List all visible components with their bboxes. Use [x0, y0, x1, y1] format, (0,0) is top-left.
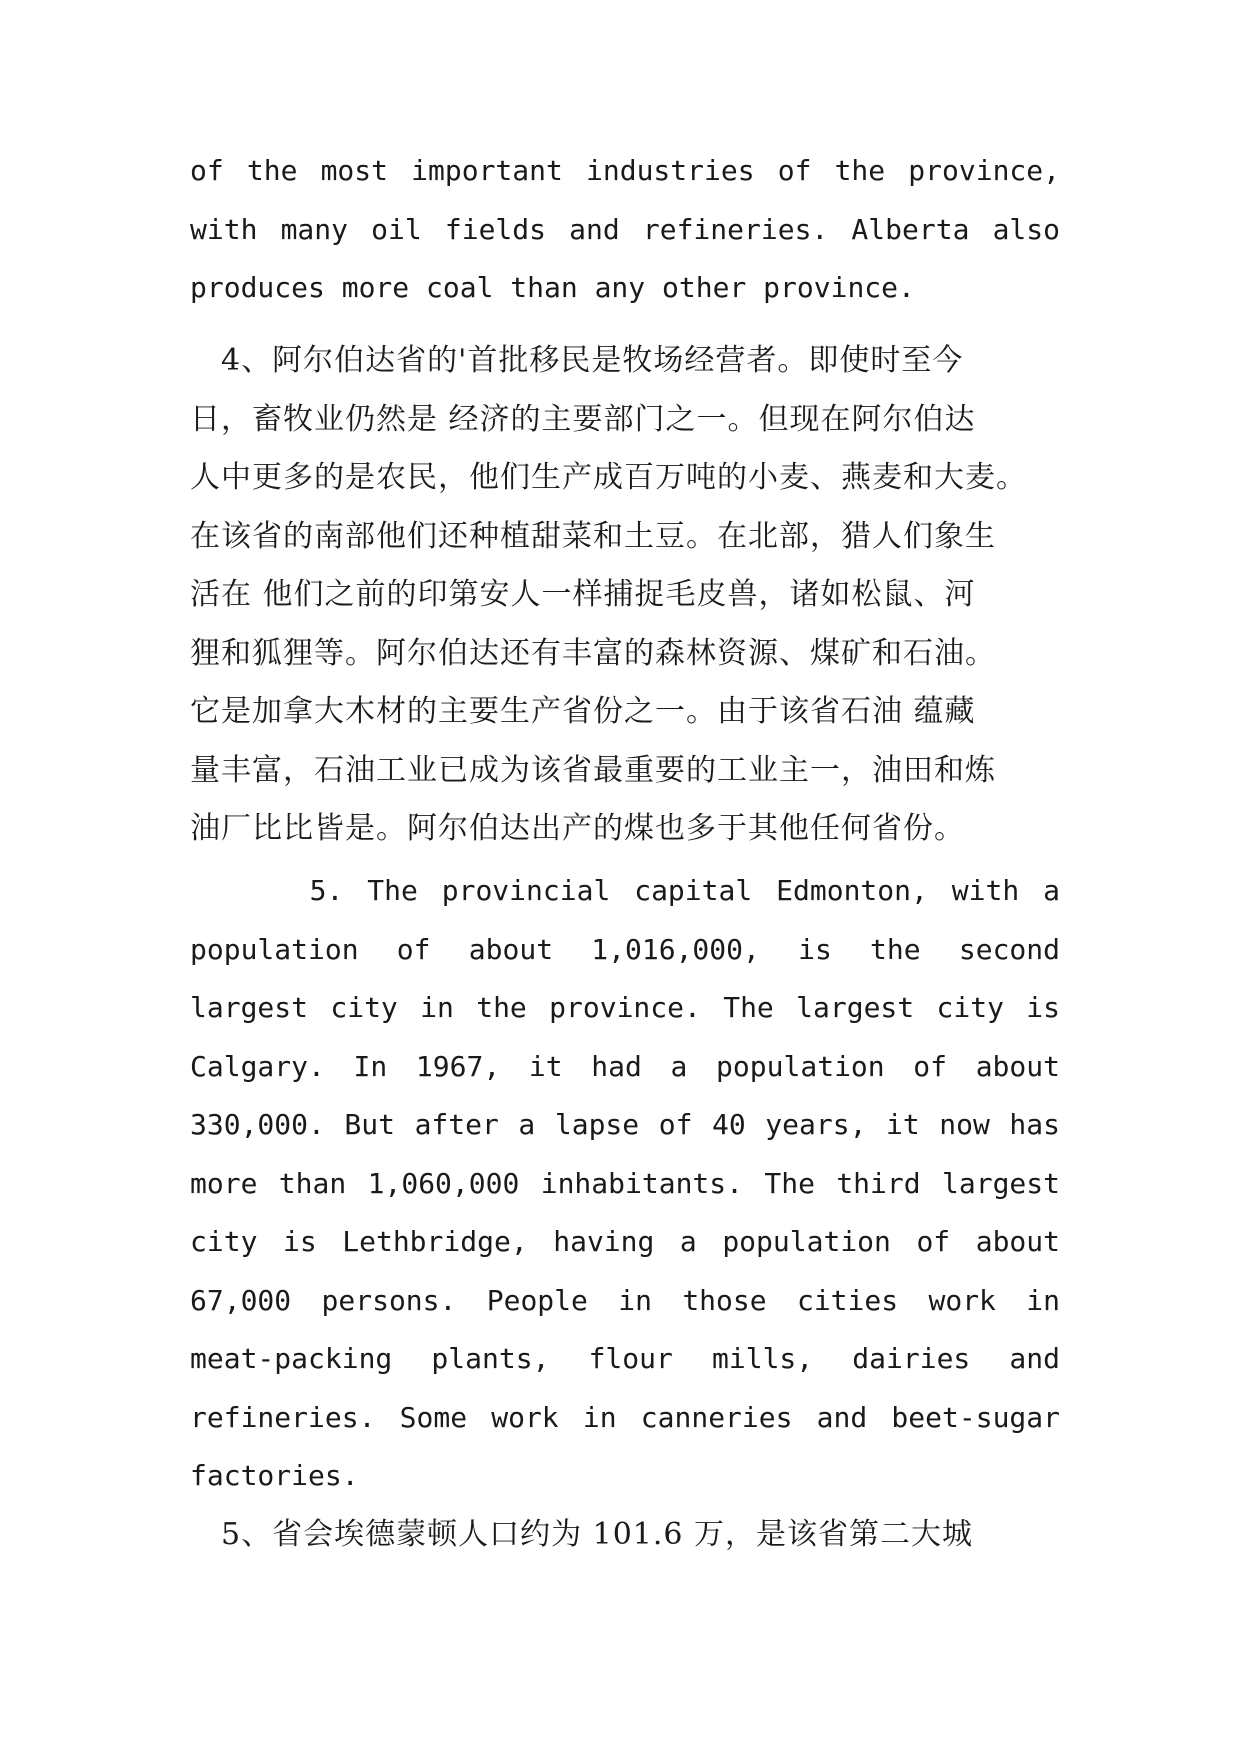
text-line: meat-packing plants, flour mills, dairies and	[190, 1342, 1060, 1375]
text-line: 油厂比比皆是。阿尔伯达出产的煤也多于其他任何省份。	[190, 811, 965, 846]
text-line: factories.	[190, 1459, 359, 1492]
text-line: 5、省会埃德蒙顿人口约为 101.6 万，是该省第二大城	[190, 1517, 974, 1552]
paragraph-4-chinese	[190, 332, 1060, 859]
text-line: 5. The provincial capital Edmonton, with a	[190, 874, 1060, 907]
text-line: 量丰富，石油工业已成为该省最重要的工业主一，油田和炼	[190, 752, 996, 788]
text-line: Calgary. In 1967, it had a population of about	[190, 1049, 1060, 1083]
text-line: 4、阿尔伯达省的'首批移民是牧场经营者。即使时至今	[190, 343, 964, 378]
text-line: city is Lethbridge, having a population of about	[190, 1225, 1060, 1258]
text-line: of the most important industries of the province,	[190, 154, 1060, 187]
text-line: population of about 1,016,000, is the second	[190, 932, 1060, 966]
text-line: more than 1,060,000 inhabitants. The third largest	[190, 1166, 1060, 1200]
text-line: 人中更多的是农民，他们生产成百万吨的小麦、燕麦和大麦。	[190, 460, 1027, 495]
text-line: refineries. Some work in canneries and beet-sugar	[190, 1400, 1060, 1434]
text-line: 在该省的南部他们还种植甜菜和土豆。在北部，猎人们象生	[190, 518, 996, 554]
paragraph-5-english	[190, 862, 1060, 1506]
text-line: 日，畜牧业仍然是 经济的主要部门之一。但现在阿尔伯达	[190, 401, 976, 437]
paragraph-4-english-tail	[190, 142, 1060, 318]
text-line: with many oil fields and refineries. Alberta also	[190, 212, 1060, 246]
text-line: largest city in the province. The largest city is	[190, 991, 1060, 1024]
text-line: 67,000 persons. People in those cities work in	[190, 1283, 1060, 1317]
text-line: 330,000. But after a lapse of 40 years, it now has	[190, 1108, 1060, 1141]
text-line: 它是加拿大木材的主要生产省份之一。由于该省石油 蕴藏	[190, 694, 976, 729]
text-line: produces more coal than any other province.	[190, 271, 915, 304]
text-line: 活在 他们之前的印第安人一样捕捉毛皮兽，诸如松鼠、河	[190, 577, 976, 612]
paragraph-5-chinese	[190, 1506, 1060, 1565]
text-line: 狸和狐狸等。阿尔伯达还有丰富的森林资源、煤矿和石油。	[190, 635, 996, 671]
